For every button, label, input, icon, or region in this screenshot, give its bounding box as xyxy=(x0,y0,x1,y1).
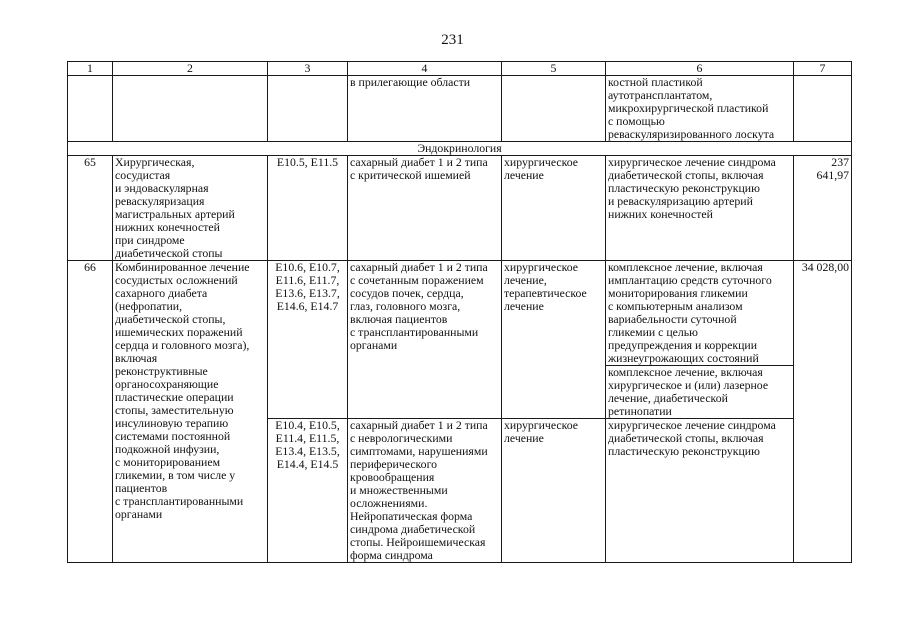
treatment-name-cell: Комбинированное лечение сосудистых осложнений сахарного диабета (нефропатии, диабетической стопы, ишемических поражений сердца и головного мозга), включая реконструктивные органосохраняющие пластические операции стопы, заместительную инсулиновую терапию системами постоянной подкожной инфузии, с мониторированием гликемии, в том числе у пациентов с трансплантированными органами xyxy=(113,261,268,563)
continuation-model-cell: в прилегающие области xyxy=(348,76,502,142)
column-header: 4 xyxy=(348,62,502,76)
table-row-66a xyxy=(68,261,852,366)
treatment-type-cell: хирургическое лечение, терапевтическое лечение xyxy=(502,261,606,419)
patient-model-cell: сахарный диабет 1 и 2 типа с критической ишемией xyxy=(348,156,502,261)
treatment-name-cell: Хирургическая, сосудистая и эндоваскулярная реваскуляризация магистральных артерий нижних конечностей при синдроме диабетической стопы xyxy=(113,156,268,261)
treatment-method-cell: хирургическое лечение синдрома диабетической стопы, включая пластическую реконструкцию и реваскуляризацию артерий нижних конечностей xyxy=(606,156,794,261)
section-title: Эндокринология xyxy=(68,142,852,156)
column-header: 5 xyxy=(502,62,606,76)
treatment-type-cell: хирургическое лечение xyxy=(502,419,606,563)
patient-model-cell: сахарный диабет 1 и 2 типа с неврологическими симптомами, нарушениями периферического кровообращения и множественными осложнениями. Нейропатическая форма синдрома диабетической стопы. Нейроишемическая форма синдрома xyxy=(348,419,502,563)
treatment-method-cell: комплексное лечение, включая хирургическое и (или) лазерное лечение, диабетической ретинопатии xyxy=(606,366,794,419)
column-header: 2 xyxy=(113,62,268,76)
row-number: 65 xyxy=(68,156,113,261)
continuation-row xyxy=(68,76,852,142)
column-header: 6 xyxy=(606,62,794,76)
cost-cell: 237 641,97 xyxy=(794,156,852,261)
cost-cell: 34 028,00 xyxy=(794,261,852,563)
column-number-row xyxy=(68,62,852,76)
column-header: 1 xyxy=(68,62,113,76)
row-number: 66 xyxy=(68,261,113,563)
icd-codes-cell: E10.5, E11.5 xyxy=(268,156,348,261)
icd-codes-cell: E10.4, E10.5, E11.4, E11.5, E13.4, E13.5, E14.4, E14.5 xyxy=(268,419,348,563)
column-header: 3 xyxy=(268,62,348,76)
treatment-method-cell: комплексное лечение, включая имплантацию средств суточного мониторирования гликемии с компьютерным анализом вариабельности суточной гликемии с целью предупреждения и коррекции жизнеугрожающих состояний xyxy=(606,261,794,366)
treatment-method-cell: хирургическое лечение синдрома диабетической стопы, включая пластическую реконструкцию xyxy=(606,419,794,563)
continuation-method-cell: костной пластикой аутотрансплантатом, микрохирургической пластикой с помощью реваскуляризированного лоскута xyxy=(606,76,794,142)
page-number: 231 xyxy=(441,32,464,48)
treatment-table xyxy=(67,61,852,563)
icd-codes-cell: E10.6, E10.7, E11.6, E11.7, E13.6, E13.7, E14.6, E14.7 xyxy=(268,261,348,419)
section-row xyxy=(68,142,852,156)
column-header: 7 xyxy=(794,62,852,76)
patient-model-cell: сахарный диабет 1 и 2 типа с сочетанным поражением сосудов почек, сердца, глаз, головного мозга, включая пациентов с трансплантированными органами xyxy=(348,261,502,419)
treatment-type-cell: хирургическое лечение xyxy=(502,156,606,261)
table-row-65 xyxy=(68,156,852,261)
